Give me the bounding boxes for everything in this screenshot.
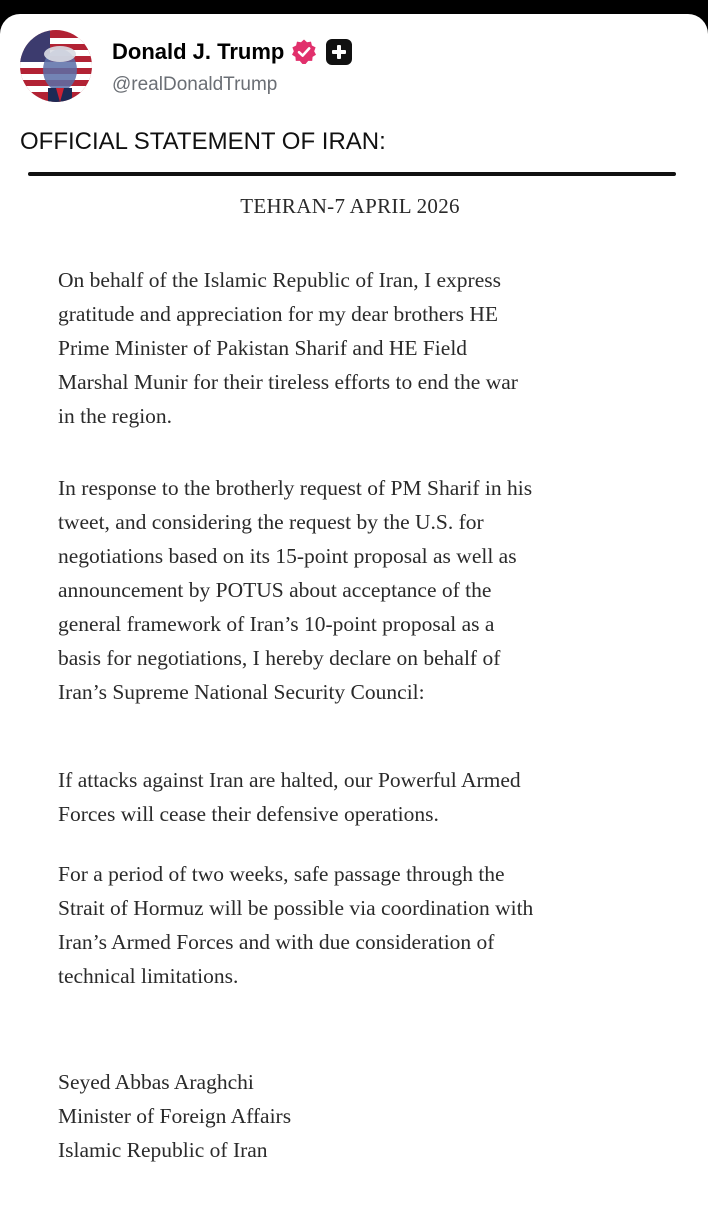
author-handle[interactable]: @realDonaldTrump: [112, 74, 278, 95]
plus-badge-icon[interactable]: [326, 39, 352, 65]
paragraph-line: In response to the brotherly request of PM Sharif in his: [58, 476, 533, 500]
document-paragraph: [58, 857, 688, 993]
document-paragraph: [58, 471, 688, 709]
paragraph-line: On behalf of the Islamic Republic of Iran, I express: [58, 268, 501, 292]
paragraph-line: Marshal Munir for their tireless efforts to end the war: [58, 370, 518, 394]
verified-badge-icon: [290, 38, 318, 66]
author-name[interactable]: Donald J. Trump: [112, 39, 285, 64]
paragraph-line: technical limitations.: [58, 964, 239, 988]
paragraph-line: For a period of two weeks, safe passage through the: [58, 862, 505, 886]
paragraph-line: gratitude and appreciation for my dear brothers HE: [58, 302, 498, 326]
signatory-organization: Islamic Republic of Iran: [58, 1138, 268, 1162]
paragraph-line: Iran’s Supreme National Security Council:: [58, 680, 425, 704]
signatory-name: Seyed Abbas Araghchi: [58, 1070, 254, 1094]
paragraph-line: Forces will cease their defensive operations.: [58, 802, 439, 826]
paragraph-line: basis for negotiations, I hereby declare on behalf of: [58, 646, 501, 670]
avatar-image: [20, 30, 92, 102]
paragraph-line: Strait of Hormuz will be possible via coordination with: [58, 896, 534, 920]
document-paragraph: [58, 263, 688, 433]
document-signature: [58, 1065, 291, 1167]
paragraph-line: general framework of Iran’s 10-point proposal as a: [58, 612, 495, 636]
author-row: [112, 34, 352, 70]
paragraph-line: If attacks against Iran are halted, our Powerful Armed: [58, 768, 521, 792]
paragraph-line: in the region.: [58, 404, 173, 428]
signatory-title: Minister of Foreign Affairs: [58, 1104, 292, 1128]
document-dateline: TEHRAN-7 APRIL 2026: [240, 194, 460, 218]
post-text: OFFICIAL STATEMENT OF IRAN:: [20, 128, 386, 155]
document-divider: [28, 172, 676, 176]
paragraph-line: negotiations based on its 15-point proposal as well as: [58, 544, 517, 568]
paragraph-line: tweet, and considering the request by the U.S. for: [58, 510, 484, 534]
avatar[interactable]: [20, 30, 92, 102]
paragraph-line: announcement by POTUS about acceptance of the: [58, 578, 492, 602]
paragraph-line: Prime Minister of Pakistan Sharif and HE Field: [58, 336, 468, 360]
document-paragraph: [58, 763, 688, 831]
paragraph-line: Iran’s Armed Forces and with due consideration of: [58, 930, 495, 954]
